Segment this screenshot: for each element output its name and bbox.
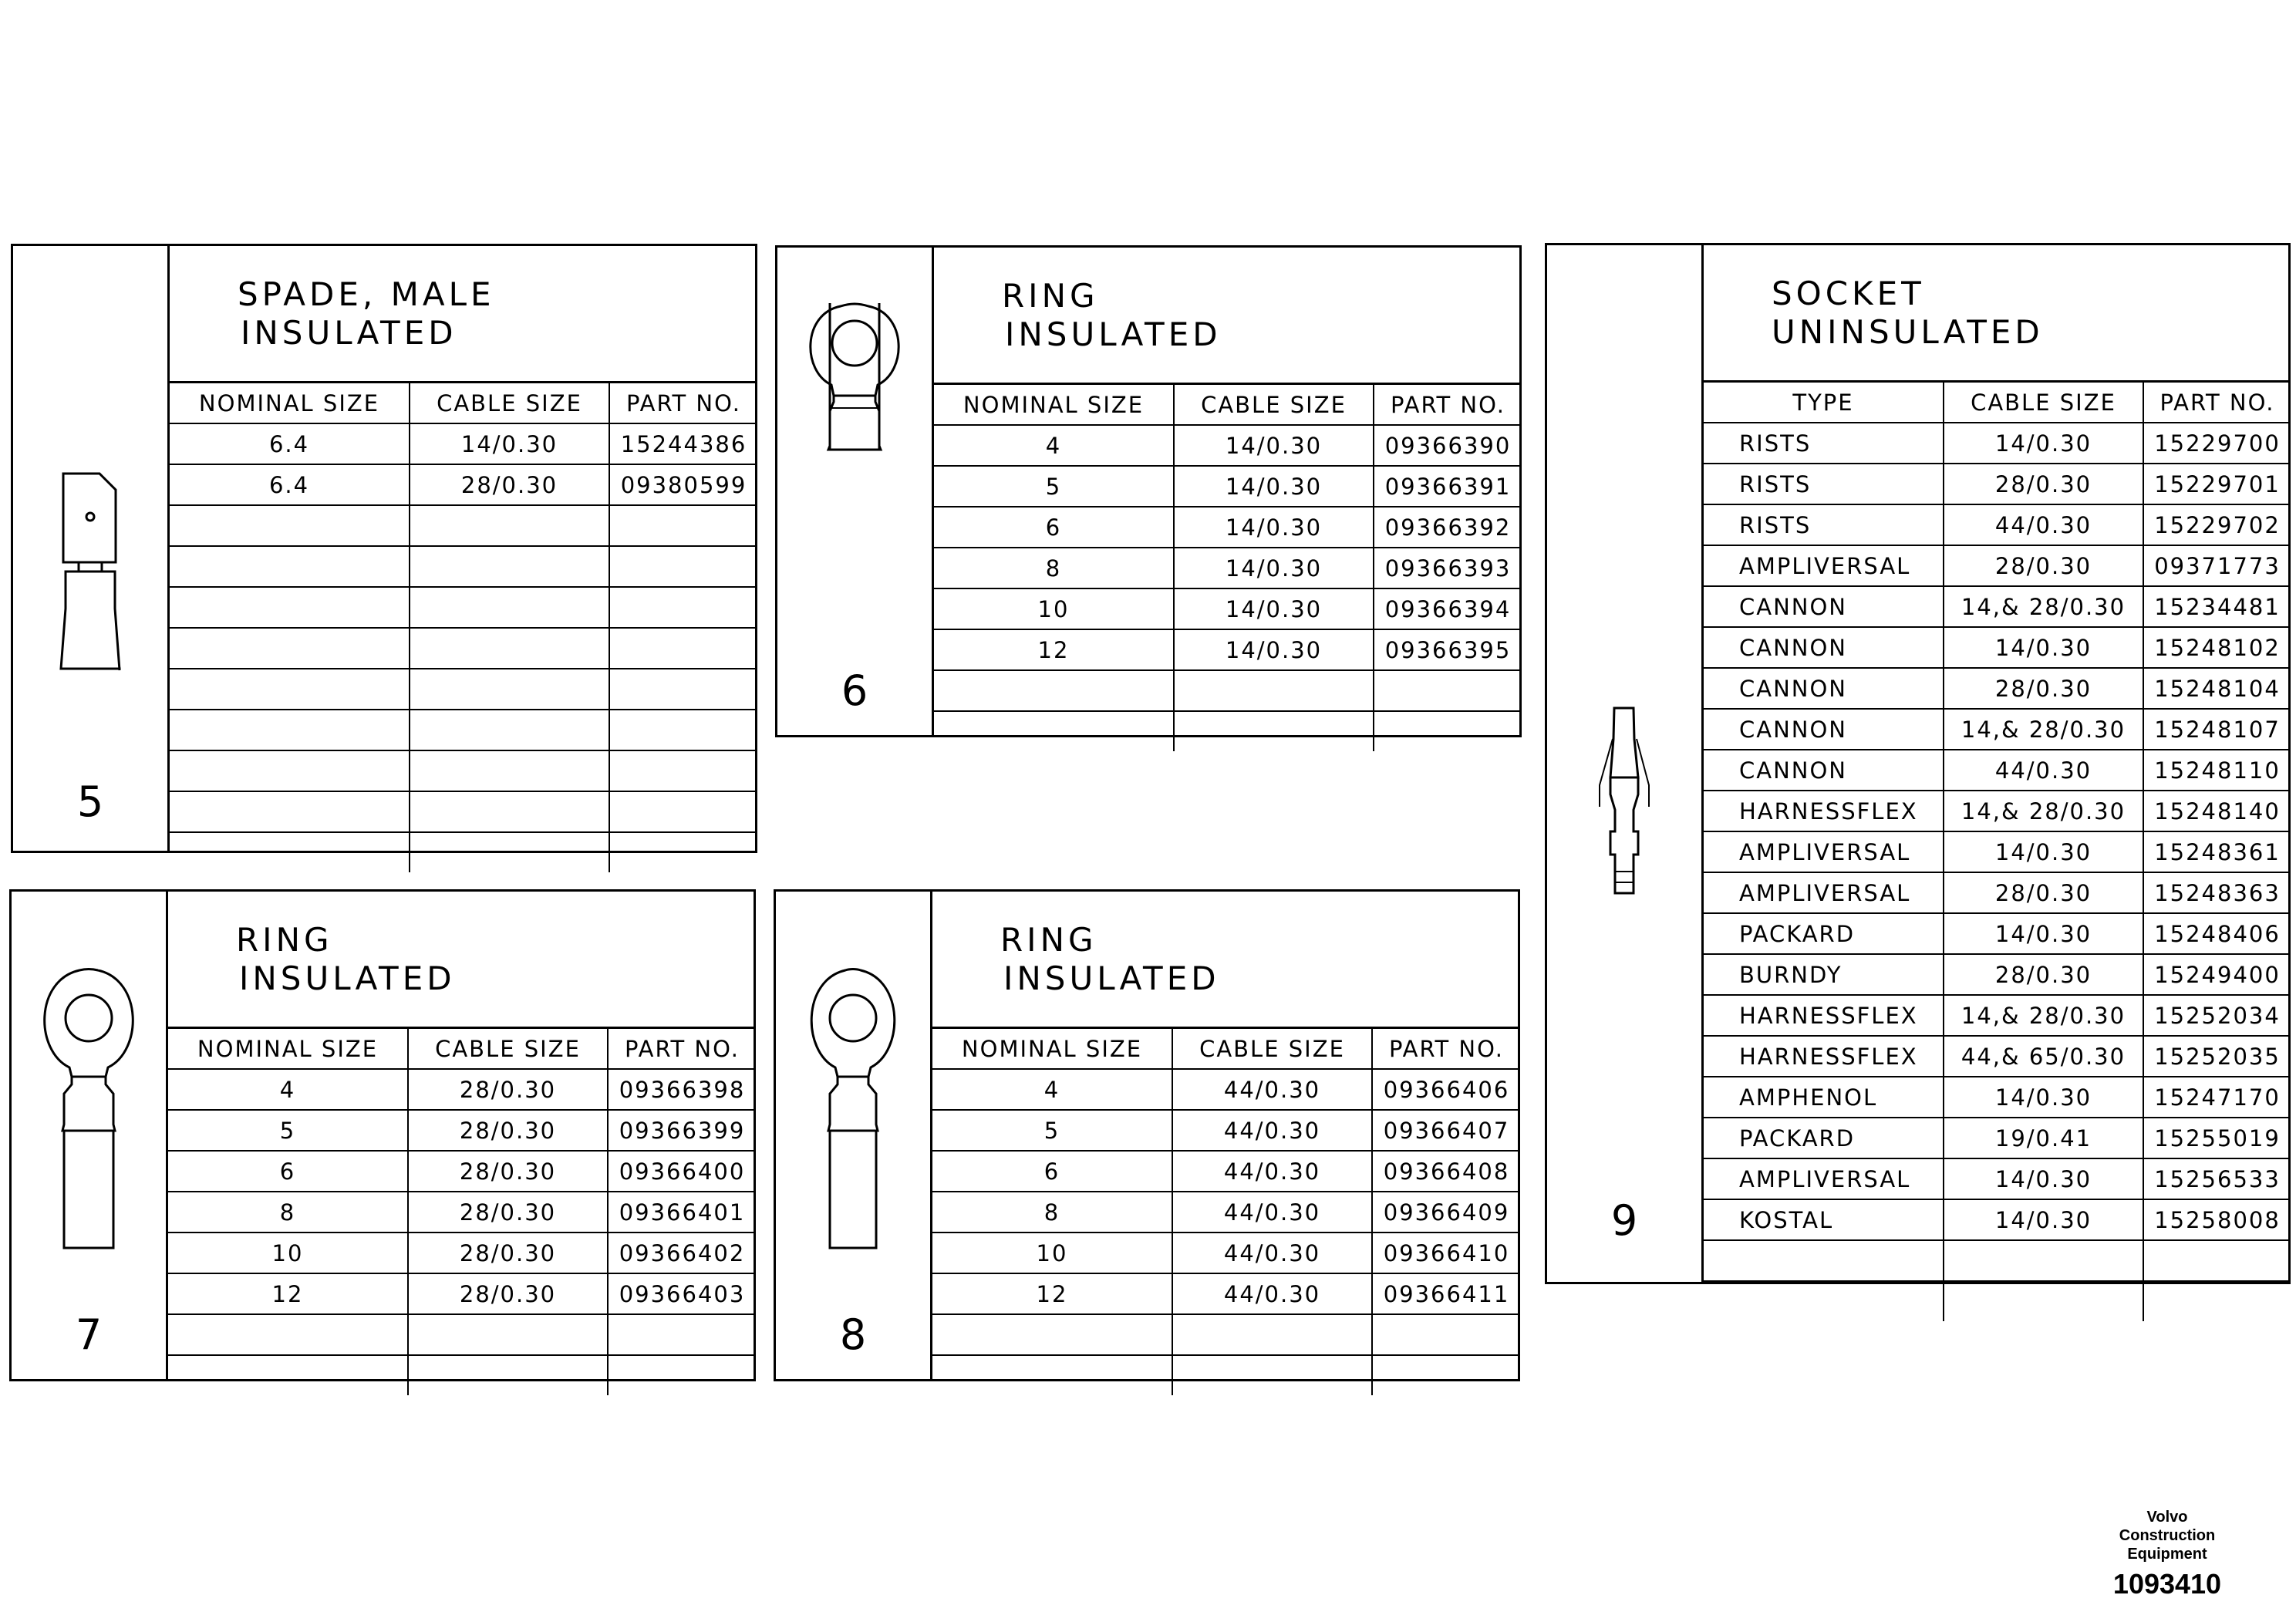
socket-terminal-icon <box>1547 245 1701 1282</box>
table-cell: KOSTAL <box>1704 1199 1944 1240</box>
table-cell: 8 <box>932 1192 1172 1233</box>
table-row <box>170 423 757 464</box>
table-cell: 09366403 <box>608 1273 756 1314</box>
table-cell: 28/0.30 <box>1944 954 2143 995</box>
table-cell: 15229701 <box>2143 464 2291 504</box>
table-row <box>932 1314 1520 1355</box>
table-cell: 09366410 <box>1372 1233 1520 1273</box>
table-row <box>1704 1158 2291 1199</box>
table-cell: 6 <box>934 507 1174 548</box>
panel-number: 5 <box>76 777 104 826</box>
panel-number: 6 <box>841 666 868 715</box>
table-cell: 15248363 <box>2143 872 2291 913</box>
column-header: CABLE SIZE <box>1172 1029 1372 1069</box>
table-row <box>934 548 1522 588</box>
table-cell: 28/0.30 <box>1944 545 2143 586</box>
table-cell: HARNESSFLEX <box>1704 791 1944 831</box>
table-cell: 6 <box>932 1151 1172 1192</box>
table-cell: 10 <box>934 588 1174 629</box>
table-cell <box>170 628 410 669</box>
table-cell: AMPLIVERSAL <box>1704 1158 1944 1199</box>
table-row <box>1704 995 2291 1036</box>
table-cell: 28/0.30 <box>408 1151 608 1192</box>
panel-title <box>934 248 1519 385</box>
table-cell <box>410 832 609 872</box>
title-line-2: INSULATED <box>1003 959 1220 997</box>
table-cell: 28/0.30 <box>408 1110 608 1151</box>
table-cell: 44/0.30 <box>1172 1273 1372 1314</box>
table-cell: 09366402 <box>608 1233 756 1273</box>
table-cell <box>410 587 609 628</box>
table-row <box>932 1233 1520 1273</box>
ring-terminal-icon <box>776 892 930 1379</box>
table-row <box>1704 709 2291 750</box>
table-cell <box>410 669 609 710</box>
table-cell <box>609 791 757 832</box>
table-cell: 5 <box>168 1110 408 1151</box>
table-cell: 6.4 <box>170 464 410 505</box>
table-cell <box>1704 1240 1944 1281</box>
table-cell <box>170 587 410 628</box>
table-cell <box>410 628 609 669</box>
column-header: CABLE SIZE <box>410 383 609 423</box>
table-cell: 14/0.30 <box>1944 831 2143 872</box>
table-cell: 15248110 <box>2143 750 2291 791</box>
parts-table <box>932 1029 1520 1395</box>
table-cell: 44/0.30 <box>1172 1233 1372 1273</box>
table-row <box>170 750 757 791</box>
table-cell: 09366400 <box>608 1151 756 1192</box>
table-row <box>1704 831 2291 872</box>
table-cell: AMPLIVERSAL <box>1704 831 1944 872</box>
parts-table <box>1704 383 2291 1321</box>
title-line-1: RING <box>236 921 333 959</box>
table-cell <box>2143 1281 2291 1321</box>
panel-title <box>932 892 1518 1029</box>
table-cell: 14/0.30 <box>410 423 609 464</box>
table-cell <box>170 546 410 587</box>
table-cell: RISTS <box>1704 423 1944 464</box>
column-header: PART NO. <box>2143 383 2291 423</box>
table-row <box>932 1110 1520 1151</box>
table-cell: 44/0.30 <box>1172 1110 1372 1151</box>
table-row <box>170 832 757 872</box>
table-cell <box>608 1314 756 1355</box>
column-header: PART NO. <box>1374 385 1522 425</box>
table-cell: 10 <box>168 1233 408 1273</box>
table-row <box>1704 586 2291 627</box>
table-row <box>168 1069 756 1110</box>
column-header: CABLE SIZE <box>408 1029 608 1069</box>
table-header-row <box>170 383 757 423</box>
table-cell: 5 <box>934 466 1174 507</box>
panel-title <box>168 892 754 1029</box>
table-cell: 09366399 <box>608 1110 756 1151</box>
table-cell: 44/0.30 <box>1172 1151 1372 1192</box>
terminal-panel-9 <box>1545 243 2291 1284</box>
terminal-panel-7 <box>9 889 756 1381</box>
table-row <box>1704 1077 2291 1118</box>
table-cell <box>410 546 609 587</box>
table-row <box>934 711 1522 751</box>
table-row <box>1704 872 2291 913</box>
panel-title <box>170 246 755 383</box>
table-row <box>932 1273 1520 1314</box>
table-cell: 44/0.30 <box>1172 1192 1372 1233</box>
table-cell <box>1372 1314 1520 1355</box>
table-cell: RISTS <box>1704 464 1944 504</box>
table-row <box>1704 464 2291 504</box>
table-cell <box>934 670 1174 711</box>
table-cell <box>170 505 410 546</box>
table-cell: 15248104 <box>2143 668 2291 709</box>
table-row <box>1704 750 2291 791</box>
table-cell <box>170 669 410 710</box>
table-row <box>1704 954 2291 995</box>
table-row <box>170 669 757 710</box>
table-cell: CANNON <box>1704 750 1944 791</box>
table-cell: 15252035 <box>2143 1036 2291 1077</box>
terminal-panel-6 <box>775 245 1522 737</box>
column-header: NOMINAL SIZE <box>934 385 1174 425</box>
table-cell: 4 <box>934 425 1174 466</box>
table-cell: 15248107 <box>2143 709 2291 750</box>
table-cell: 4 <box>932 1069 1172 1110</box>
table-row <box>934 670 1522 711</box>
table-cell: CANNON <box>1704 668 1944 709</box>
table-cell: 14,& 28/0.30 <box>1944 709 2143 750</box>
table-row <box>934 588 1522 629</box>
table-cell <box>2143 1240 2291 1281</box>
table-cell: 09366395 <box>1374 629 1522 670</box>
table-row <box>1704 1199 2291 1240</box>
table-cell: 09366392 <box>1374 507 1522 548</box>
table-cell: 14/0.30 <box>1944 423 2143 464</box>
table-cell: 4 <box>168 1069 408 1110</box>
table-cell: 15249400 <box>2143 954 2291 995</box>
table-row <box>1704 1036 2291 1077</box>
column-header: CABLE SIZE <box>1944 383 2143 423</box>
table-cell: 15229702 <box>2143 504 2291 545</box>
table-cell: AMPLIVERSAL <box>1704 872 1944 913</box>
column-header: TYPE <box>1704 383 1944 423</box>
table-row <box>932 1192 1520 1233</box>
table-cell: 14,& 28/0.30 <box>1944 586 2143 627</box>
table-cell: 14/0.30 <box>1174 548 1374 588</box>
table-row <box>170 587 757 628</box>
panel-number: 8 <box>839 1310 867 1359</box>
table-cell <box>1172 1314 1372 1355</box>
table-cell: 10 <box>932 1233 1172 1273</box>
table-cell: 44,& 65/0.30 <box>1944 1036 2143 1077</box>
table-row <box>1704 627 2291 668</box>
table-cell: 8 <box>934 548 1174 588</box>
table-cell: RISTS <box>1704 504 1944 545</box>
table-header-row <box>168 1029 756 1069</box>
table-cell: PACKARD <box>1704 913 1944 954</box>
parts-table <box>934 385 1522 751</box>
table-cell: 8 <box>168 1192 408 1233</box>
table-row <box>1704 545 2291 586</box>
table-cell <box>410 750 609 791</box>
title-line-2: INSULATED <box>1005 315 1222 353</box>
table-cell: 14,& 28/0.30 <box>1944 995 2143 1036</box>
table-row <box>170 464 757 505</box>
table-row <box>168 1110 756 1151</box>
table-cell <box>609 587 757 628</box>
terminal-illustration-8 <box>776 892 932 1379</box>
table-row <box>1704 913 2291 954</box>
table-cell <box>1174 711 1374 751</box>
table-cell <box>1374 711 1522 751</box>
title-line-2: INSULATED <box>241 314 457 352</box>
table-cell <box>408 1314 608 1355</box>
table-cell: 28/0.30 <box>1944 464 2143 504</box>
table-row <box>932 1069 1520 1110</box>
table-cell <box>609 628 757 669</box>
table-cell: CANNON <box>1704 709 1944 750</box>
table-cell: HARNESSFLEX <box>1704 1036 1944 1077</box>
title-line-2: UNINSULATED <box>1772 313 2044 351</box>
table-row <box>1704 1240 2291 1281</box>
table-row <box>170 791 757 832</box>
table-row <box>934 507 1522 548</box>
table-cell: 15255019 <box>2143 1118 2291 1158</box>
terminal-panel-5 <box>11 244 757 853</box>
table-cell: 15252034 <box>2143 995 2291 1036</box>
table-cell <box>1704 1281 1944 1321</box>
table-cell: 5 <box>932 1110 1172 1151</box>
table-row <box>170 505 757 546</box>
table-row <box>168 1233 756 1273</box>
company-name: Volvo Construction Equipment <box>2119 1509 2216 1563</box>
table-cell: HARNESSFLEX <box>1704 995 1944 1036</box>
table-cell: 09366393 <box>1374 548 1522 588</box>
table-cell: 12 <box>168 1273 408 1314</box>
table-cell: 28/0.30 <box>408 1233 608 1273</box>
table-cell <box>609 546 757 587</box>
panel-number: 7 <box>75 1310 103 1359</box>
table-cell <box>934 711 1174 751</box>
table-cell: 12 <box>934 629 1174 670</box>
column-header: NOMINAL SIZE <box>168 1029 408 1069</box>
table-cell: 28/0.30 <box>408 1069 608 1110</box>
terminal-illustration-7 <box>12 892 168 1379</box>
column-header: PART NO. <box>608 1029 756 1069</box>
table-cell: 15248361 <box>2143 831 2291 872</box>
table-cell <box>609 669 757 710</box>
table-cell: PACKARD <box>1704 1118 1944 1158</box>
table-row <box>934 425 1522 466</box>
panel-number: 9 <box>1610 1196 1638 1245</box>
table-cell: 14/0.30 <box>1174 588 1374 629</box>
title-line-1: SOCKET <box>1772 275 1925 312</box>
table-cell: 28/0.30 <box>408 1192 608 1233</box>
title-line-1: SPADE, MALE <box>238 275 495 313</box>
table-row <box>170 546 757 587</box>
table-cell <box>1374 670 1522 711</box>
table-cell: 44/0.30 <box>1172 1069 1372 1110</box>
table-cell <box>168 1314 408 1355</box>
column-header: PART NO. <box>609 383 757 423</box>
table-cell <box>170 791 410 832</box>
table-cell: CANNON <box>1704 586 1944 627</box>
column-header: NOMINAL SIZE <box>932 1029 1172 1069</box>
table-cell: 14/0.30 <box>1944 1077 2143 1118</box>
table-cell: 09380599 <box>609 464 757 505</box>
table-row <box>1704 791 2291 831</box>
table-cell: 6 <box>168 1151 408 1192</box>
document-number: 1093410 <box>2112 1568 2222 1600</box>
table-cell: AMPLIVERSAL <box>1704 545 1944 586</box>
table-cell: 44/0.30 <box>1944 750 2143 791</box>
table-cell: 14/0.30 <box>1174 507 1374 548</box>
table-cell <box>1172 1355 1372 1395</box>
table-cell <box>410 505 609 546</box>
table-cell <box>609 505 757 546</box>
table-cell: 15234481 <box>2143 586 2291 627</box>
column-header: CABLE SIZE <box>1174 385 1374 425</box>
parts-table <box>170 383 757 872</box>
table-cell: 15248140 <box>2143 791 2291 831</box>
table-cell <box>170 710 410 750</box>
title-line-1: RING <box>1000 921 1097 959</box>
table-cell <box>1944 1240 2143 1281</box>
table-cell: CANNON <box>1704 627 1944 668</box>
terminal-panel-8 <box>774 889 1520 1381</box>
table-cell <box>932 1355 1172 1395</box>
column-header: NOMINAL SIZE <box>170 383 410 423</box>
table-header-row <box>1704 383 2291 423</box>
table-cell: 19/0.41 <box>1944 1118 2143 1158</box>
table-cell <box>608 1355 756 1395</box>
table-cell: 09366401 <box>608 1192 756 1233</box>
table-cell: 6.4 <box>170 423 410 464</box>
parts-table <box>168 1029 756 1395</box>
table-header-row <box>932 1029 1520 1069</box>
table-cell: 12 <box>932 1273 1172 1314</box>
table-cell: 09366409 <box>1372 1192 1520 1233</box>
table-cell: 14/0.30 <box>1944 1199 2143 1240</box>
table-cell: 14,& 28/0.30 <box>1944 791 2143 831</box>
table-row <box>932 1151 1520 1192</box>
table-cell: 14/0.30 <box>1944 627 2143 668</box>
table-row <box>934 466 1522 507</box>
terminal-illustration-9 <box>1547 245 1704 1282</box>
table-cell <box>168 1355 408 1395</box>
table-cell <box>410 710 609 750</box>
table-row <box>934 629 1522 670</box>
table-cell: 09366411 <box>1372 1273 1520 1314</box>
table-cell <box>170 832 410 872</box>
table-row <box>170 628 757 669</box>
table-row <box>170 710 757 750</box>
panel-title <box>1704 245 2288 383</box>
table-cell <box>609 832 757 872</box>
table-row <box>168 1192 756 1233</box>
ring-terminal-icon <box>777 248 932 735</box>
title-line-2: INSULATED <box>239 959 456 997</box>
table-row <box>168 1314 756 1355</box>
table-cell: 28/0.30 <box>408 1273 608 1314</box>
table-cell: 44/0.30 <box>1944 504 2143 545</box>
table-cell <box>932 1314 1172 1355</box>
table-cell: 15244386 <box>609 423 757 464</box>
table-cell: 09366407 <box>1372 1110 1520 1151</box>
table-cell <box>609 750 757 791</box>
table-row <box>1704 1281 2291 1321</box>
table-cell: 28/0.30 <box>410 464 609 505</box>
table-cell: 14/0.30 <box>1944 1158 2143 1199</box>
table-row <box>1704 1118 2291 1158</box>
table-cell: 09366394 <box>1374 588 1522 629</box>
ring-terminal-icon <box>12 892 166 1379</box>
table-cell <box>170 750 410 791</box>
table-header-row <box>934 385 1522 425</box>
table-cell: 15256533 <box>2143 1158 2291 1199</box>
table-cell <box>1372 1355 1520 1395</box>
table-cell <box>609 710 757 750</box>
table-cell: 28/0.30 <box>1944 872 2143 913</box>
table-cell: 09366406 <box>1372 1069 1520 1110</box>
terminal-illustration-6 <box>777 248 934 735</box>
table-cell: 15229700 <box>2143 423 2291 464</box>
table-cell: BURNDY <box>1704 954 1944 995</box>
terminal-illustration-5 <box>13 246 170 851</box>
table-cell: 15258008 <box>2143 1199 2291 1240</box>
table-cell <box>408 1355 608 1395</box>
table-cell <box>410 791 609 832</box>
table-row <box>168 1273 756 1314</box>
table-cell <box>1174 670 1374 711</box>
table-cell <box>1944 1281 2143 1321</box>
table-cell: 15248406 <box>2143 913 2291 954</box>
table-row <box>168 1151 756 1192</box>
table-row <box>168 1355 756 1395</box>
table-cell: 09371773 <box>2143 545 2291 586</box>
table-row <box>1704 423 2291 464</box>
table-row <box>1704 504 2291 545</box>
table-cell: 15247170 <box>2143 1077 2291 1118</box>
table-cell: 14/0.30 <box>1174 425 1374 466</box>
table-row <box>932 1355 1520 1395</box>
table-cell: 09366398 <box>608 1069 756 1110</box>
table-cell: 09366408 <box>1372 1151 1520 1192</box>
table-cell: AMPHENOL <box>1704 1077 1944 1118</box>
table-cell: 15248102 <box>2143 627 2291 668</box>
table-cell: 09366390 <box>1374 425 1522 466</box>
table-cell: 14/0.30 <box>1174 629 1374 670</box>
title-line-1: RING <box>1002 277 1099 315</box>
table-row <box>1704 668 2291 709</box>
table-cell: 14/0.30 <box>1174 466 1374 507</box>
title-block <box>2036 1508 2296 1600</box>
table-cell: 28/0.30 <box>1944 668 2143 709</box>
table-cell: 09366391 <box>1374 466 1522 507</box>
spade-male-terminal-icon <box>13 246 167 851</box>
table-cell: 14/0.30 <box>1944 913 2143 954</box>
column-header: PART NO. <box>1372 1029 1520 1069</box>
